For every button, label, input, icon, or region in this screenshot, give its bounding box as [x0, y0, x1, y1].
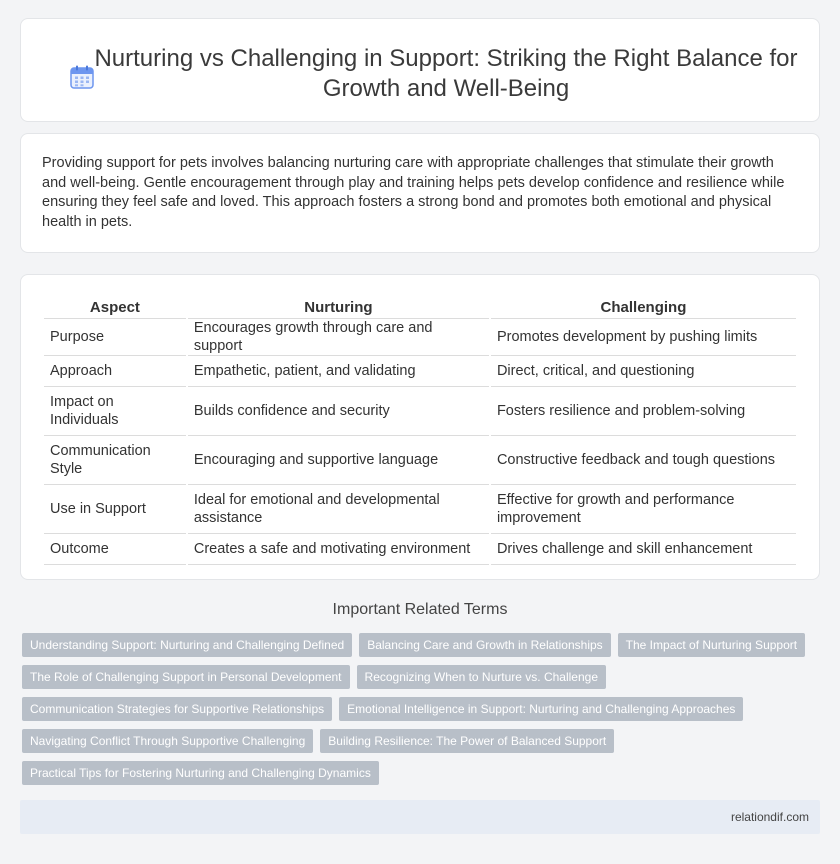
table-row — [44, 485, 796, 534]
cell-nurturing: Encouraging and supportive language — [188, 436, 489, 485]
cell-challenging: Promotes development by pushing limits — [491, 319, 796, 356]
related-term-tag[interactable]: Balancing Care and Growth in Relationships — [359, 633, 610, 657]
cell-challenging: Drives challenge and skill enhancement — [491, 534, 796, 565]
cell-aspect: Use in Support — [44, 485, 186, 534]
footer-bar — [20, 800, 820, 834]
related-term-tag[interactable]: The Role of Challenging Support in Personal Development — [22, 665, 350, 689]
header-challenging: Challenging — [491, 297, 796, 319]
related-term-tag[interactable]: Practical Tips for Fostering Nurturing and Challenging Dynamics — [22, 761, 379, 785]
cell-aspect: Impact on Individuals — [44, 387, 186, 436]
cell-aspect: Communication Style — [44, 436, 186, 485]
table-header-row — [44, 297, 796, 319]
related-term-tag[interactable]: Communication Strategies for Supportive Relationships — [22, 697, 332, 721]
title-card — [20, 18, 820, 122]
cell-nurturing: Empathetic, patient, and validating — [188, 356, 489, 387]
cell-nurturing: Encourages growth through care and support — [188, 319, 489, 356]
cell-nurturing: Builds confidence and security — [188, 387, 489, 436]
table-row — [44, 436, 796, 485]
intro-card — [20, 133, 820, 253]
page-title: Nurturing vs Challenging in Support: Striking the Right Balance for Growth and Well-Being — [94, 45, 798, 102]
table-row — [44, 387, 796, 436]
table-row — [44, 356, 796, 387]
related-term-tag[interactable]: Understanding Support: Nurturing and Challenging Defined — [22, 633, 352, 657]
related-term-tag[interactable]: Building Resilience: The Power of Balanced Support — [320, 729, 614, 753]
cell-aspect: Outcome — [44, 534, 186, 565]
cell-challenging: Fosters resilience and problem-solving — [491, 387, 796, 436]
header-nurturing: Nurturing — [188, 297, 489, 319]
comparison-card — [20, 274, 820, 580]
cell-nurturing: Ideal for emotional and developmental assistance — [188, 485, 489, 534]
cell-challenging: Constructive feedback and tough questions — [491, 436, 796, 485]
related-term-tag[interactable]: Recognizing When to Nurture vs. Challenge — [357, 665, 606, 689]
related-term-tag[interactable]: The Impact of Nurturing Support — [618, 633, 805, 657]
cell-aspect: Approach — [44, 356, 186, 387]
comparison-table — [42, 297, 798, 565]
cell-aspect: Purpose — [44, 319, 186, 356]
related-terms-heading: Important Related Terms — [332, 601, 508, 618]
related-term-tag[interactable]: Emotional Intelligence in Support: Nurturing and Challenging Approaches — [339, 697, 743, 721]
table-row — [44, 319, 796, 356]
intro-paragraph: Providing support for pets involves balancing nurturing care with appropriate challenges that stimulate their growth and well-being. Gentle encouragement through play and training helps pets develop confidence and resilience while ensuring they feel safe and loved. This approach fosters a strong bond and promotes both emotional and physical health in pets. — [42, 155, 785, 230]
cell-challenging: Direct, critical, and questioning — [491, 356, 796, 387]
cell-challenging: Effective for growth and performance improvement — [491, 485, 796, 534]
table-row — [44, 534, 796, 565]
site-link[interactable]: relationdif.com — [730, 810, 809, 824]
header-aspect: Aspect — [44, 297, 186, 319]
cell-nurturing: Creates a safe and motivating environment — [188, 534, 489, 565]
related-terms-list — [22, 633, 822, 793]
related-term-tag[interactable]: Navigating Conflict Through Supportive Challenging — [22, 729, 313, 753]
